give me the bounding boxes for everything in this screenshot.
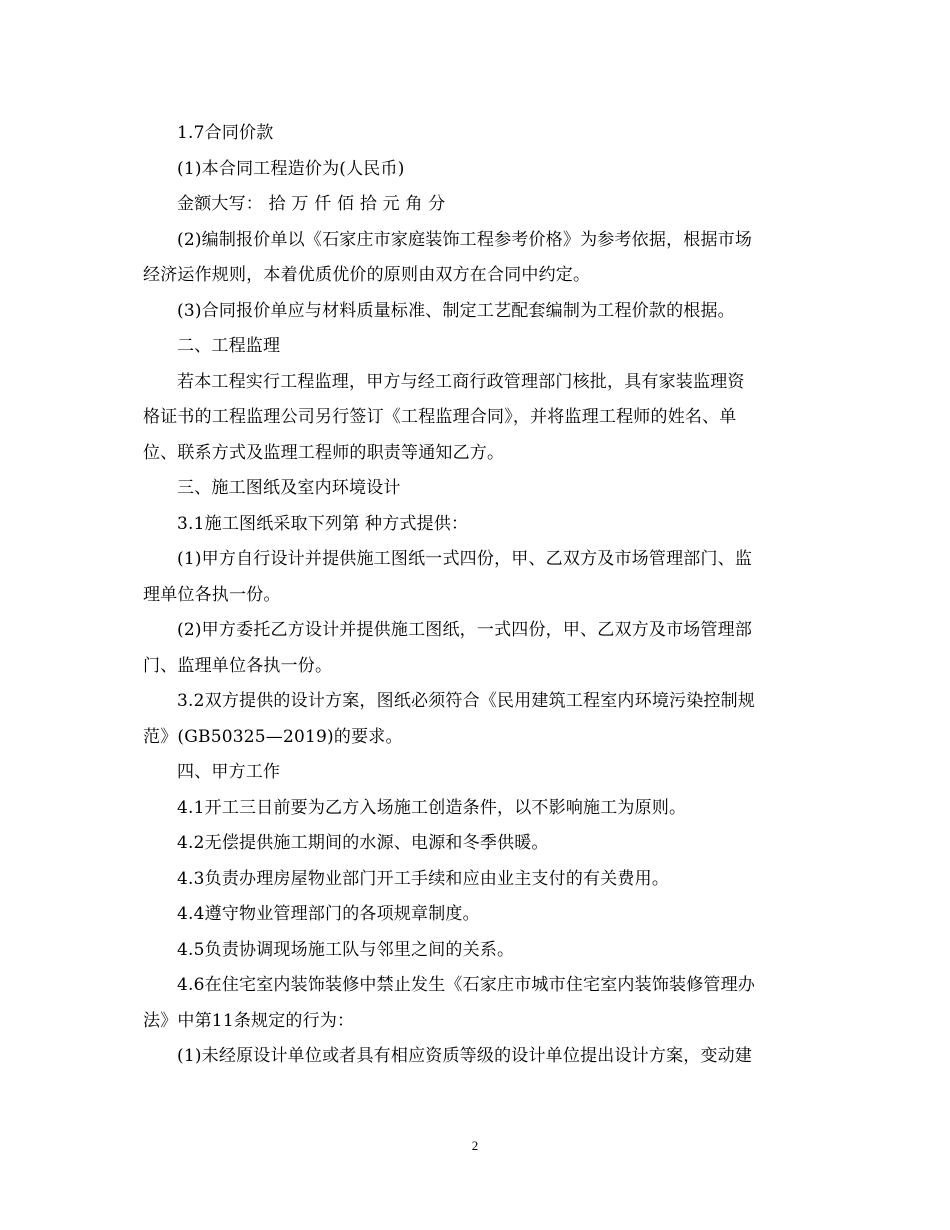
text-line: 4.4遵守物业管理部门的各项规章制度。 xyxy=(177,904,480,924)
text-line: 格证书的工程监理公司另行签订《工程监理合同》，并将监理工程师的姓名、单 xyxy=(143,407,737,427)
text-line: (3)合同报价单应与材料质量标准、制定工艺配套编制为工程价款的根据。 xyxy=(177,300,735,321)
document-body xyxy=(143,116,811,1075)
text-line: 4.3负责办理房屋物业部门开工手续和应由业主支付的有关费用。 xyxy=(177,868,670,889)
section-heading: 二、工程监理 xyxy=(177,336,281,356)
text-line: 经济运作规则，本着优质优价的原则由双方在合同中约定。 xyxy=(143,265,591,285)
text-line: (1)本合同工程造价为(人民币) xyxy=(177,158,405,179)
text-line: 4.6在住宅室内装饰装修中禁止发生《石家庄市城市住宅室内装饰装修管理办 xyxy=(177,975,756,995)
text-line: 位、联系方式及监理工程师的职责等通知乙方。 xyxy=(143,442,505,463)
text-line: 3.2双方提供的设计方案，图纸必须符合《民用建筑工程室内环境污染控制规 xyxy=(177,691,756,711)
section-heading: 三、施工图纸及室内环境设计 xyxy=(177,478,401,498)
section-heading: 四、甲方工作 xyxy=(177,762,281,782)
text-line: 金额大写： 拾 万 仟 佰 拾 元 角 分 xyxy=(177,194,446,214)
page-number: 2 xyxy=(471,1138,479,1153)
text-line: (1)未经原设计单位或者具有相应资质等级的设计单位提出设计方案，变动建 xyxy=(177,1046,753,1066)
text-line: (2)编制报价单以《石家庄市家庭装饰工程参考价格》为参考依据，根据市场 xyxy=(177,229,753,250)
text-line: (2)甲方委托乙方设计并提供施工图纸，一式四份，甲、乙双方及市场管理部 xyxy=(177,620,753,640)
text-line: 若本工程实行工程监理，甲方与经工商行政管理部门核批，具有家装监理资 xyxy=(177,371,745,392)
text-line: 范》(GB50325—2019)的要求。 xyxy=(143,726,403,747)
text-line: 4.5负责协调现场施工队与邻里之间的关系。 xyxy=(177,939,515,960)
text-line: 法》中第11条规定的行为： xyxy=(143,1010,355,1031)
text-line: 4.1开工三日前要为乙方入场施工创造条件，以不影响施工为原则。 xyxy=(177,797,687,818)
text-line: 门、监理单位各执一份。 xyxy=(143,655,333,676)
text-line: 理单位各执一份。 xyxy=(143,584,281,605)
text-line: 1.7合同价款 xyxy=(177,123,274,143)
text-line: 3.1施工图纸采取下列第 种方式提供： xyxy=(177,513,469,534)
text-line: (1)甲方自行设计并提供施工图纸一式四份，甲、乙双方及市场管理部门、监 xyxy=(177,549,753,569)
text-line: 4.2无偿提供施工期间的水源、电源和冬季供暖。 xyxy=(177,833,549,853)
